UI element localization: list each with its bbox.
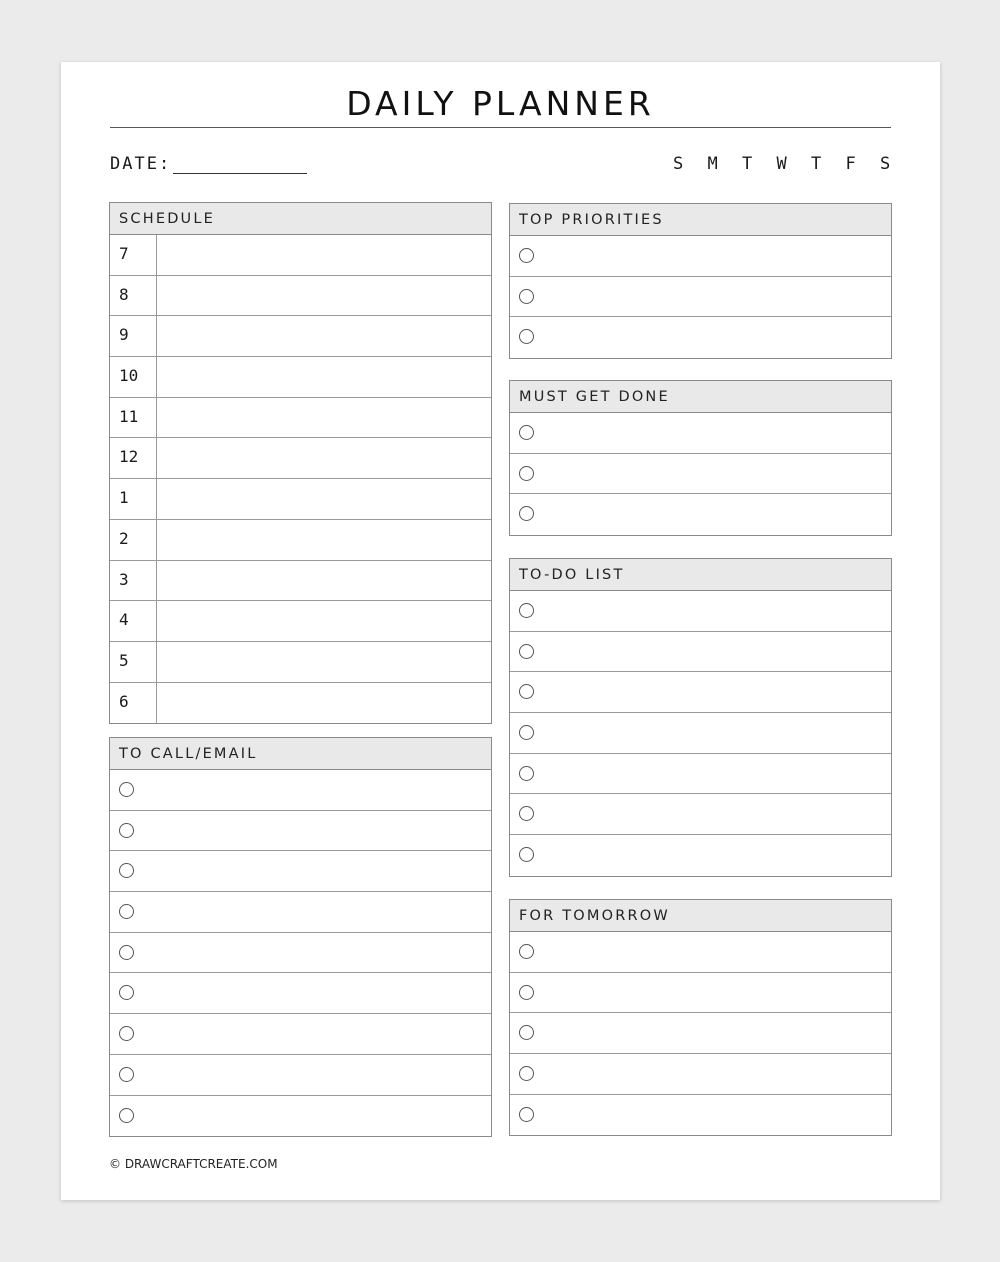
day-tuesday[interactable]: T [742,154,753,174]
checkbox-circle-icon[interactable] [519,1107,534,1122]
must-get-done-item[interactable] [510,413,891,454]
checkbox-circle-icon[interactable] [119,782,134,797]
for-tomorrow-item[interactable] [510,973,891,1014]
schedule-hour: 11 [110,398,157,438]
day-saturday[interactable]: S [880,154,891,174]
day-thursday[interactable]: T [811,154,822,174]
date-input-line[interactable] [173,157,307,174]
for-tomorrow-item[interactable] [510,1054,891,1095]
to-call-item[interactable] [110,811,491,852]
to-call-item[interactable] [110,973,491,1014]
to-call-item[interactable] [110,851,491,892]
checkbox-circle-icon[interactable] [119,945,134,960]
checkbox-circle-icon[interactable] [119,904,134,919]
for-tomorrow-item[interactable] [510,932,891,973]
top-priority-item[interactable] [510,317,891,358]
checkbox-circle-icon[interactable] [119,1026,134,1041]
to-call-email-section [109,737,492,1137]
schedule-hour: 12 [110,438,157,478]
weekday-selector [673,154,915,174]
todo-item[interactable] [510,713,891,754]
schedule-hour: 8 [110,276,157,316]
top-priority-item[interactable] [510,236,891,277]
must-get-done-item[interactable] [510,454,891,495]
for-tomorrow-section [509,899,892,1136]
top-priority-item[interactable] [510,277,891,318]
day-sunday[interactable]: S [673,154,684,174]
schedule-row[interactable] [110,235,491,276]
to-call-item[interactable] [110,1055,491,1096]
schedule-row[interactable] [110,683,491,724]
checkbox-circle-icon[interactable] [519,425,534,440]
todo-item[interactable] [510,835,891,876]
planner-page [61,62,940,1200]
copyright-footer: © DRAWCRAFTCREATE.COM [109,1157,278,1171]
must-get-done-item[interactable] [510,494,891,535]
checkbox-circle-icon[interactable] [119,985,134,1000]
schedule-hour: 7 [110,235,157,275]
schedule-row[interactable] [110,316,491,357]
checkbox-circle-icon[interactable] [519,847,534,862]
top-priorities-heading: TOP PRIORITIES [510,204,891,236]
todo-item[interactable] [510,672,891,713]
schedule-hour: 5 [110,642,157,682]
schedule-row[interactable] [110,276,491,317]
checkbox-circle-icon[interactable] [519,725,534,740]
checkbox-circle-icon[interactable] [519,944,534,959]
to-call-email-heading: TO CALL/EMAIL [110,738,491,770]
schedule-row[interactable] [110,357,491,398]
to-call-item[interactable] [110,892,491,933]
schedule-row[interactable] [110,479,491,520]
checkbox-circle-icon[interactable] [519,806,534,821]
checkbox-circle-icon[interactable] [519,248,534,263]
for-tomorrow-item[interactable] [510,1013,891,1054]
for-tomorrow-item[interactable] [510,1095,891,1136]
schedule-hour: 3 [110,561,157,601]
schedule-row[interactable] [110,398,491,439]
checkbox-circle-icon[interactable] [519,466,534,481]
checkbox-circle-icon[interactable] [519,766,534,781]
date-field [110,154,307,174]
schedule-hour: 2 [110,520,157,560]
todo-item[interactable] [510,591,891,632]
day-monday[interactable]: M [707,154,718,174]
schedule-section [109,202,492,724]
schedule-row[interactable] [110,438,491,479]
checkbox-circle-icon[interactable] [119,823,134,838]
day-friday[interactable]: F [845,154,856,174]
checkbox-circle-icon[interactable] [119,863,134,878]
schedule-row[interactable] [110,520,491,561]
todo-item[interactable] [510,794,891,835]
must-get-done-heading: MUST GET DONE [510,381,891,413]
schedule-row[interactable] [110,561,491,602]
schedule-hour: 10 [110,357,157,397]
schedule-hour: 4 [110,601,157,641]
top-priorities-section [509,203,892,359]
checkbox-circle-icon[interactable] [519,985,534,1000]
checkbox-circle-icon[interactable] [119,1067,134,1082]
to-call-item[interactable] [110,933,491,974]
schedule-hour: 6 [110,683,157,724]
title-divider [110,127,891,128]
to-call-item[interactable] [110,1014,491,1055]
schedule-row[interactable] [110,642,491,683]
to-call-item[interactable] [110,1096,491,1137]
checkbox-circle-icon[interactable] [119,1108,134,1123]
schedule-heading: SCHEDULE [110,203,491,235]
for-tomorrow-heading: FOR TOMORROW [510,900,891,932]
schedule-hour: 9 [110,316,157,356]
checkbox-circle-icon[interactable] [519,644,534,659]
day-wednesday[interactable]: W [776,154,787,174]
checkbox-circle-icon[interactable] [519,289,534,304]
must-get-done-section [509,380,892,536]
checkbox-circle-icon[interactable] [519,329,534,344]
date-label: DATE: [110,154,172,174]
checkbox-circle-icon[interactable] [519,506,534,521]
schedule-row[interactable] [110,601,491,642]
todo-item[interactable] [510,754,891,795]
checkbox-circle-icon[interactable] [519,1025,534,1040]
schedule-hour: 1 [110,479,157,519]
checkbox-circle-icon[interactable] [519,1066,534,1081]
to-call-item[interactable] [110,770,491,811]
checkbox-circle-icon[interactable] [519,603,534,618]
page-title: DAILY PLANNER [346,84,655,123]
todo-item[interactable] [510,632,891,673]
todo-section [509,558,892,877]
checkbox-circle-icon[interactable] [519,684,534,699]
todo-heading: TO-DO LIST [510,559,891,591]
